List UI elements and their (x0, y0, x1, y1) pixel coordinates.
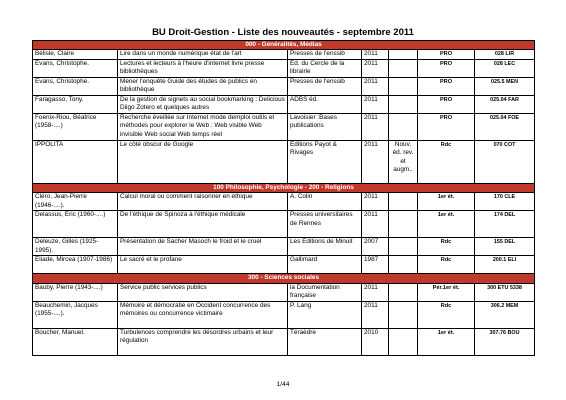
edition-cell: Nouv. éd. rev. et augm.. (389, 140, 418, 183)
author-cell: Boucher, Manuel. (33, 328, 118, 355)
publisher-cell: Presses universitaires de Rennes (288, 211, 362, 238)
year-cell: 2011 (362, 113, 389, 140)
location-cell: PRO (418, 77, 475, 95)
author-cell: Foenix-Riou, Béatrice (1958-....) (33, 113, 118, 140)
title-cell: Mémoire et démocratie en Occident concurrence des mémoires ou concurrence victimaire (118, 301, 288, 328)
location-cell: PRO (418, 50, 475, 59)
publisher-cell: Téraèdre (288, 328, 362, 355)
location-cell: Rdc (418, 238, 475, 256)
year-cell: 2011 (362, 59, 389, 77)
section-header-row (33, 41, 535, 50)
section-heading: 100 Philosophie, Psychologie - 200 - Religions (33, 183, 535, 192)
call-number-cell: 025.04 FAR (475, 95, 535, 113)
location-cell: PRO (418, 95, 475, 113)
table-row (33, 283, 535, 301)
page-number: 1/44 (276, 381, 290, 388)
publisher-cell: Les Éditions de Minuit (288, 238, 362, 256)
edition-cell (389, 301, 418, 328)
publisher-cell: P. Lang (288, 301, 362, 328)
call-number-cell: 306.2 MEM (475, 301, 535, 328)
author-cell: Bélisle, Claire (33, 50, 118, 59)
call-number-cell: 300 ETU 5338 (475, 283, 535, 301)
year-cell: 2007 (362, 238, 389, 256)
call-number-cell: 028 LEC (475, 59, 535, 77)
title-cell: Lectures et lecteurs à l'heure d'internet livre presse bibliothèques (118, 59, 288, 77)
year-cell: 2011 (362, 95, 389, 113)
year-cell: 2011 (362, 77, 389, 95)
publisher-cell: la Documentation française (288, 283, 362, 301)
new-acquisitions-table (32, 40, 535, 356)
location-cell: Rdc (418, 301, 475, 328)
title-cell: Recherche éveillée sur Internet mode demploi outils et méthodes pour explorer le Web : Web visible Web invisible Web social Web temps réel (118, 113, 288, 140)
edition-cell (389, 113, 418, 140)
title-cell: Le sacré et le profane (118, 256, 288, 274)
section-heading: 000 - Généralités, Médias (33, 41, 535, 50)
location-cell: 1er ét. (418, 211, 475, 238)
publisher-cell: Presses de l'enssib (288, 50, 362, 59)
author-cell: Beauchemin, Jacques (1955-....). (33, 301, 118, 328)
table-row (33, 50, 535, 59)
section-header-row (33, 274, 535, 283)
table-row (33, 113, 535, 140)
section-header-row (33, 183, 535, 192)
title-cell: Turbulences comprendre les désordres urbains et leur régulation (118, 328, 288, 355)
call-number-cell: 025.5 MEN (475, 77, 535, 95)
call-number-cell: 307.76 BOU (475, 328, 535, 355)
year-cell: 2011 (362, 50, 389, 59)
edition-cell (389, 256, 418, 274)
edition-cell (389, 238, 418, 256)
publisher-cell: Presses de l'enssib (288, 77, 362, 95)
call-number-cell: 025.04 FOE (475, 113, 535, 140)
page-title: BU Droit-Gestion - Liste des nouveautés - septembre 2011 (152, 27, 414, 38)
author-cell: Evans, Christophe. (33, 59, 118, 77)
title-cell: Mener l'enquête Guide des études de publics en bibliothèque (118, 77, 288, 95)
author-cell: Evans, Christophe. (33, 77, 118, 95)
publisher-cell: Gallimard (288, 256, 362, 274)
title-cell: Calcul moral ou comment raisonner en éthique (118, 193, 288, 211)
table-row (33, 77, 535, 95)
location-cell: Rdc (418, 256, 475, 274)
year-cell: 2011 (362, 283, 389, 301)
edition-cell (389, 328, 418, 355)
year-cell: 2011 (362, 211, 389, 238)
publisher-cell: Éd. du Cercle de la librairie (288, 59, 362, 77)
author-cell: Deleuze, Gilles (1925-1995). (33, 238, 118, 256)
edition-cell (389, 59, 418, 77)
author-cell: Eliade, Mircea (1907-1986) (33, 256, 118, 274)
edition-cell (389, 77, 418, 95)
year-cell: 2011 (362, 301, 389, 328)
table-row (33, 256, 535, 274)
table-row (33, 193, 535, 211)
publisher-cell: Lavoisier :Bases publications (288, 113, 362, 140)
call-number-cell: 028 LIR (475, 50, 535, 59)
publisher-cell: Editions Payot & Rivages (288, 140, 362, 183)
edition-cell (389, 211, 418, 238)
call-number-cell: 070 COT (475, 140, 535, 183)
year-cell: 1987 (362, 256, 389, 274)
edition-cell (389, 95, 418, 113)
section-heading: 300 - Sciences sociales (33, 274, 535, 283)
table-row (33, 238, 535, 256)
author-cell: Cléro, Jean-Pierre (1946-....). (33, 193, 118, 211)
title-cell: Service public services publics (118, 283, 288, 301)
location-cell: Pér.1er ét. (418, 283, 475, 301)
call-number-cell: 200.1 ELI (475, 256, 535, 274)
call-number-cell: 174 DEL (475, 211, 535, 238)
title-cell: Présentation de Sacher Masoch le froid et le cruel (118, 238, 288, 256)
table-row (33, 211, 535, 238)
table-row (33, 95, 535, 113)
call-number-cell: 170 CLE (475, 193, 535, 211)
title-cell: De la gestion de signets au social bookmarking : Delicious Diigo Zotero et quelques autres (118, 95, 288, 113)
title-cell: Le côté obscur de Google (118, 140, 288, 183)
title-cell: De l'éthique de Spinoza à l'éthique médicale (118, 211, 288, 238)
table-row (33, 328, 535, 355)
author-cell: Bauby, Pierre (1943-....) (33, 283, 118, 301)
author-cell: IPPOLITA (33, 140, 118, 183)
edition-cell (389, 283, 418, 301)
author-cell: Faragasso, Tony. (33, 95, 118, 113)
publisher-cell: ADBS éd. (288, 95, 362, 113)
table-row (33, 301, 535, 328)
author-cell: Delassus, Éric (1960-....) (33, 211, 118, 238)
location-cell: PRO (418, 59, 475, 77)
location-cell: Rdc (418, 140, 475, 183)
table-row (33, 59, 535, 77)
table-row (33, 140, 535, 183)
location-cell: 1er ét. (418, 193, 475, 211)
year-cell: 2011 (362, 140, 389, 183)
year-cell: 2010 (362, 328, 389, 355)
call-number-cell: 155 DEL (475, 238, 535, 256)
edition-cell (389, 193, 418, 211)
location-cell: 1er ét. (418, 328, 475, 355)
publisher-cell: A. Colin (288, 193, 362, 211)
edition-cell (389, 50, 418, 59)
location-cell: PRO (418, 113, 475, 140)
title-cell: Lire dans un monde numérique état de l'art (118, 50, 288, 59)
year-cell: 2011 (362, 193, 389, 211)
